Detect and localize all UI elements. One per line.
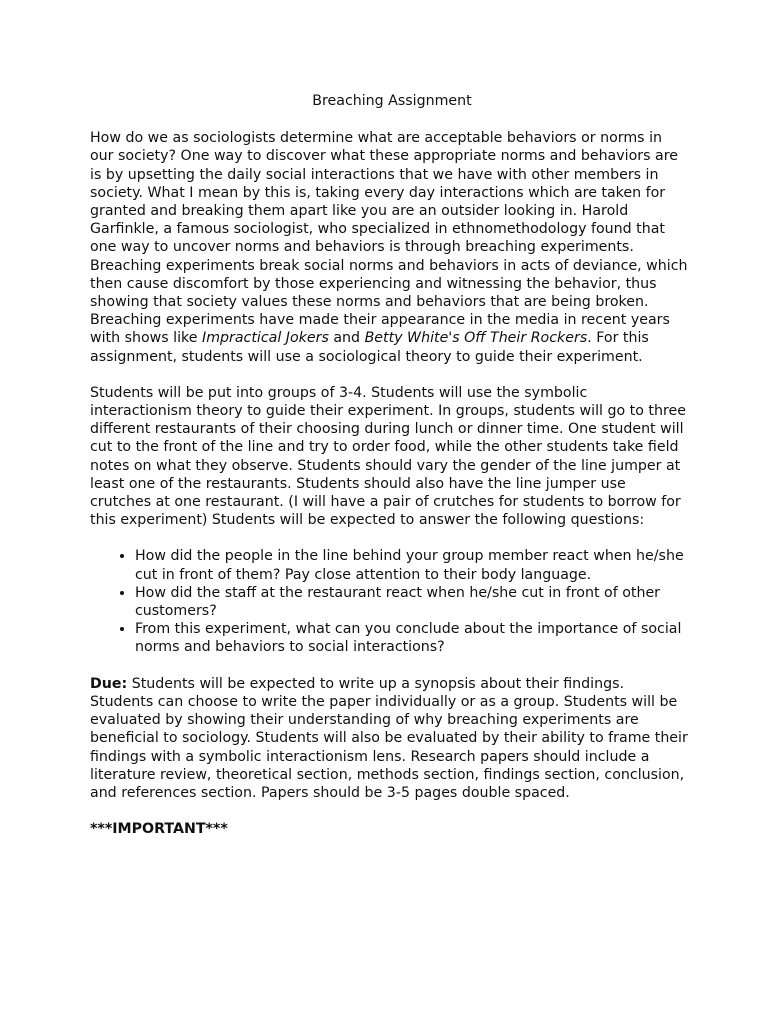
show-title-impractical-jokers: Impractical Jokers [202,330,329,347]
document-page [90,92,690,856]
question-item: • From this experiment, what can you conclude about the importance of social norms and behaviors to social interactions? [135,620,690,656]
intro-and: and [328,330,365,347]
groups-paragraph: Students will be put into groups of 3-4. Students will use the symbolic interactionism theory to guide their experiment. In groups, students will go to three different restaurants of their choosing during lunch or dinner time. One student will cut to the front of the line and try to order food, while the other students take field notes on what they observe. Students should vary the gender of the line jumper at least one of the restaurants. Students should also have the line jumper use crutches at one restaurant. (I will have a pair of crutches for students to borrow for this experiment) Students will be expected to answer the following questions: [90,384,686,529]
question-item: • How did the staff at the restaurant react when he/she cut in front of other customers? [135,584,690,620]
questions-list [90,547,690,656]
intro-text-part1: How do we as sociologists determine what are acceptable behaviors or norms in our society? One way to discover what these appropriate norms and behaviors are is by upsetting the daily social interactions that we have with other members in society. What I mean by this is, taking every day interactions which are taken for granted and breaking them apart like you are an outsider looking in. Harold Garfinkle, a famous sociologist, who specialized in ethnomethodology found that one way to uncover norms and behaviors is through breaching experiments. Breaching experiments break social norms and behaviors in acts of deviance, which then cause discomfort by those experiencing and witnessing the behavior, thus showing that society values these norms and behaviors that are being broken. Breaching experiments have made their appearance in the media in recent years with shows like [90,130,688,347]
show-title-betty-white: Betty White's Off Their Rockers [364,330,588,347]
question-item: • How did the people in the line behind your group member react when he/she cut in front of them? Pay close attention to their body language. [135,547,690,583]
intro-text-part2: . For this assignment, students will use a sociological theory to guide their experiment. [90,330,649,365]
due-paragraph [90,675,690,802]
intro-paragraph [90,129,690,366]
document-title: Breaching Assignment [312,93,472,109]
important-heading: ***IMPORTANT*** [90,821,228,838]
due-label: Due: [90,675,128,692]
due-text: Students will be expected to write up a synopsis about their findings. Students can choose to write the paper individually or as a group. Students will be evaluated by showing their understanding of why breaching experiments are beneficial to sociology. Students will also be evaluated by their ability to frame their findings with a symbolic interactionism lens. Research papers should include a literature review, theoretical section, methods section, findings section, conclusion, and references section. Papers should be 3-5 pages double spaced. [90,675,688,801]
